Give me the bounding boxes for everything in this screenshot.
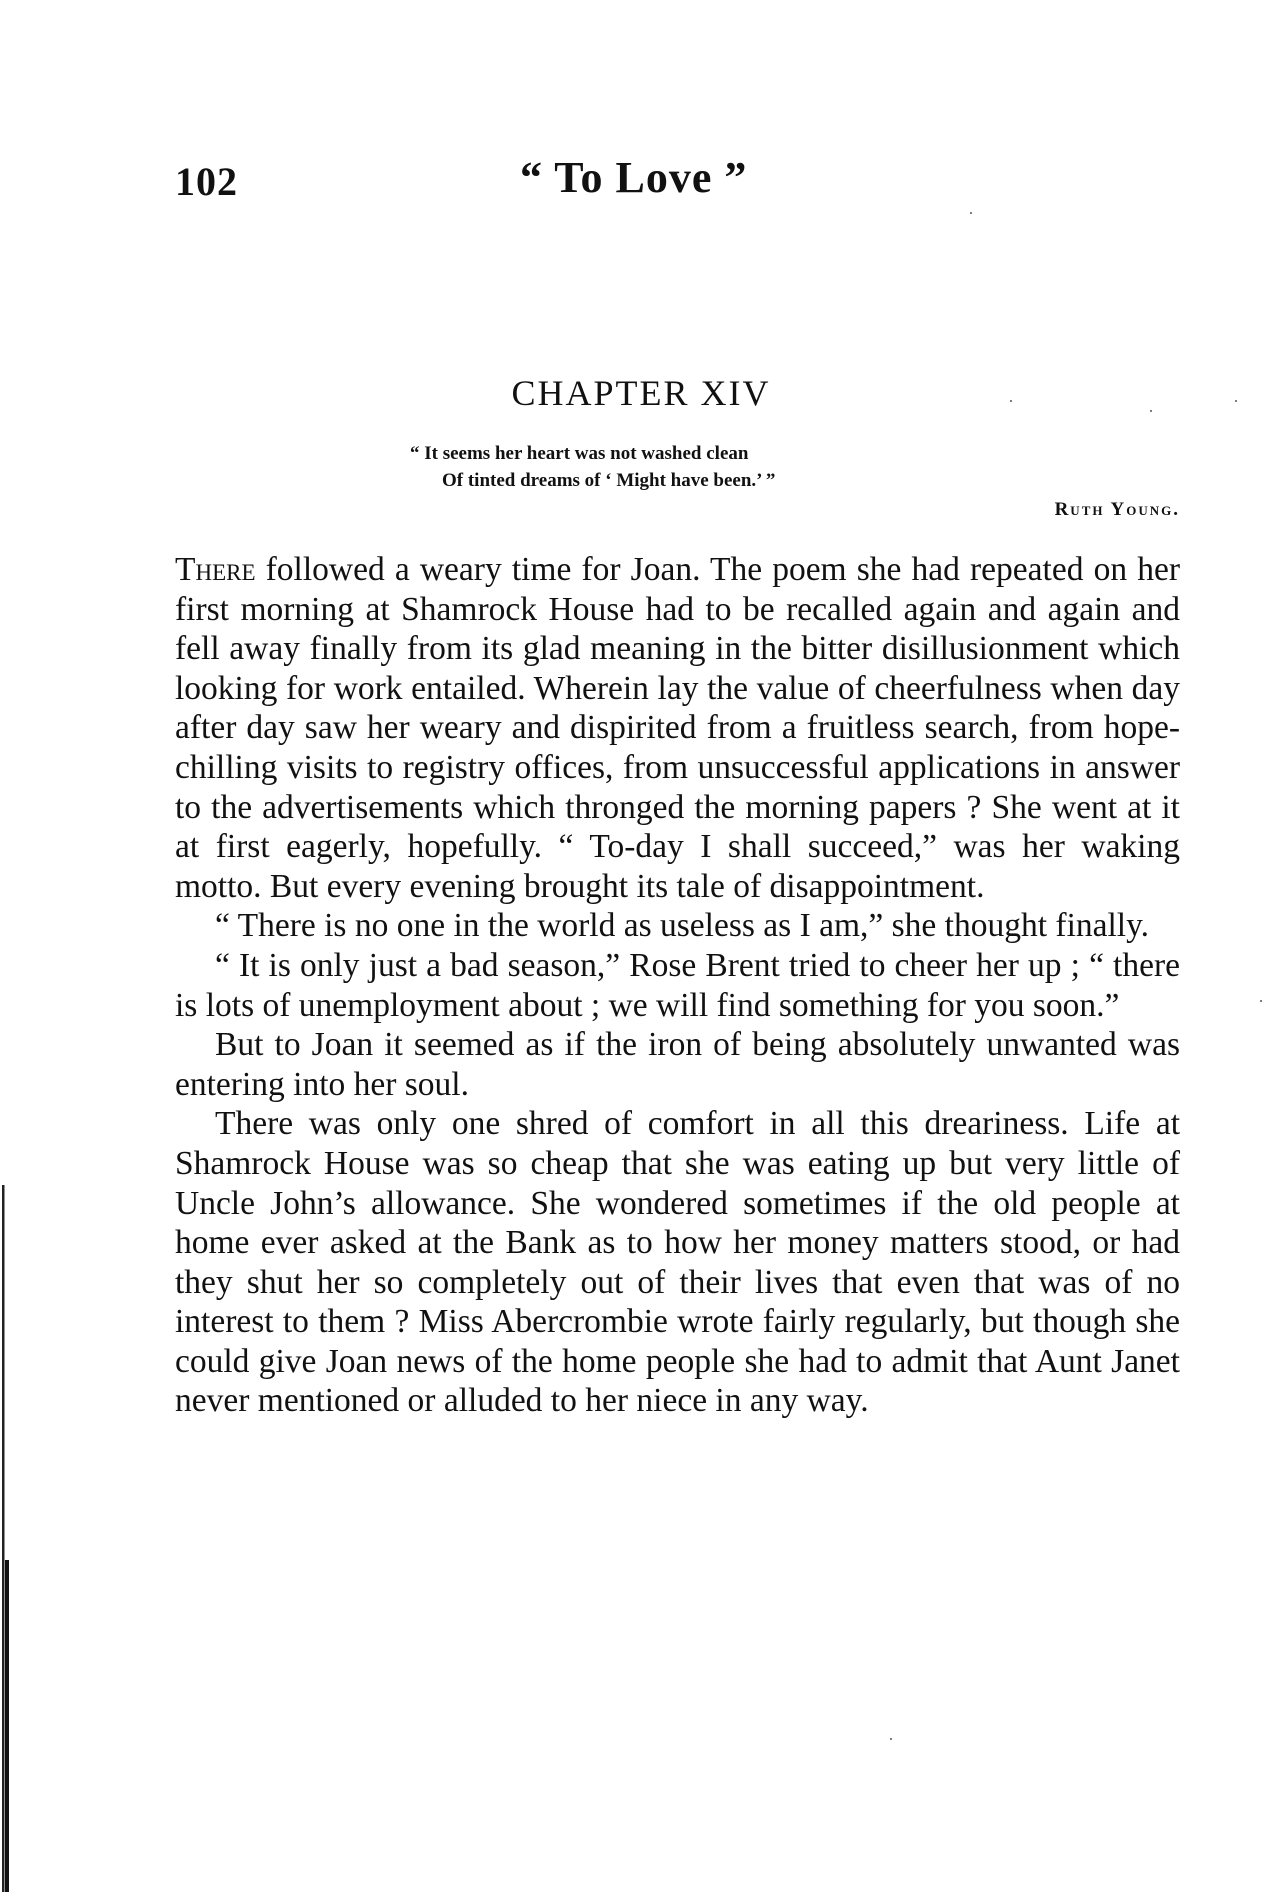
chapter-title: CHAPTER XIV (511, 373, 771, 413)
scan-edge-line-lower (5, 1560, 9, 1892)
epigraph-line-1: “ It seems her heart was not washed clean (410, 443, 749, 464)
scan-speck (890, 1738, 892, 1740)
paragraph-1-text: followed a weary time for Joan. The poem she had repeated on her first morning at Shamrock House had to be recalled again and again and fell away finally from its glad meaning in the bitter disillusionment which looking for work entailed. Wherein lay the value of cheerfulness when day after day saw her weary and dispirited from a fruitless search, from hope-chilling visits to registry offices, from unsuccessful applications in answer to the advertisements which thronged the morning papers ? She went at it at first eagerly, hopefully. “ To-day I shall succeed,” was her waking motto. But every evening brought its tale of disappointment. (175, 551, 1180, 905)
scan-speck (1260, 1000, 1262, 1002)
paragraph-1 (175, 550, 1180, 906)
scan-speck (970, 212, 972, 214)
epigraph (410, 440, 775, 494)
paragraph-3: “ It is only just a bad season,” Rose Brent tried to cheer her up ; “ there is lots of unemployment about ; we will find something for you soon.” (175, 946, 1180, 1024)
paragraph-2: “ There is no one in the world as useless as I am,” she thought finally. (215, 907, 1150, 945)
opening-word: There (175, 551, 256, 588)
paragraph-4: But to Joan it seemed as if the iron of being absolutely unwanted was entering into her soul. (175, 1026, 1180, 1103)
epigraph-author: Ruth Young. (1054, 499, 1180, 520)
running-head (175, 153, 1180, 208)
page-number: 102 (175, 159, 238, 204)
body-text (175, 550, 1180, 1421)
running-title: “ To Love ” (520, 153, 748, 202)
epigraph-line-2: Of tinted dreams of ‘ Might have been.’ ” (442, 470, 776, 491)
paragraph-5: There was only one shred of comfort in all this dreariness. Life at Shamrock House was so cheap that she was eating up but very little of Uncle John’s allowance. She wondered sometimes if the old people at home ever asked at the Bank as to how her money matters stood, or had they shut her so completely out of their lives that even that was of no interest to them ? Miss Abercrombie wrote fairly regularly, but though she could give Joan news of the home people she had to admit that Aunt Janet never mentioned or alluded to her niece in any way. (175, 1105, 1180, 1420)
